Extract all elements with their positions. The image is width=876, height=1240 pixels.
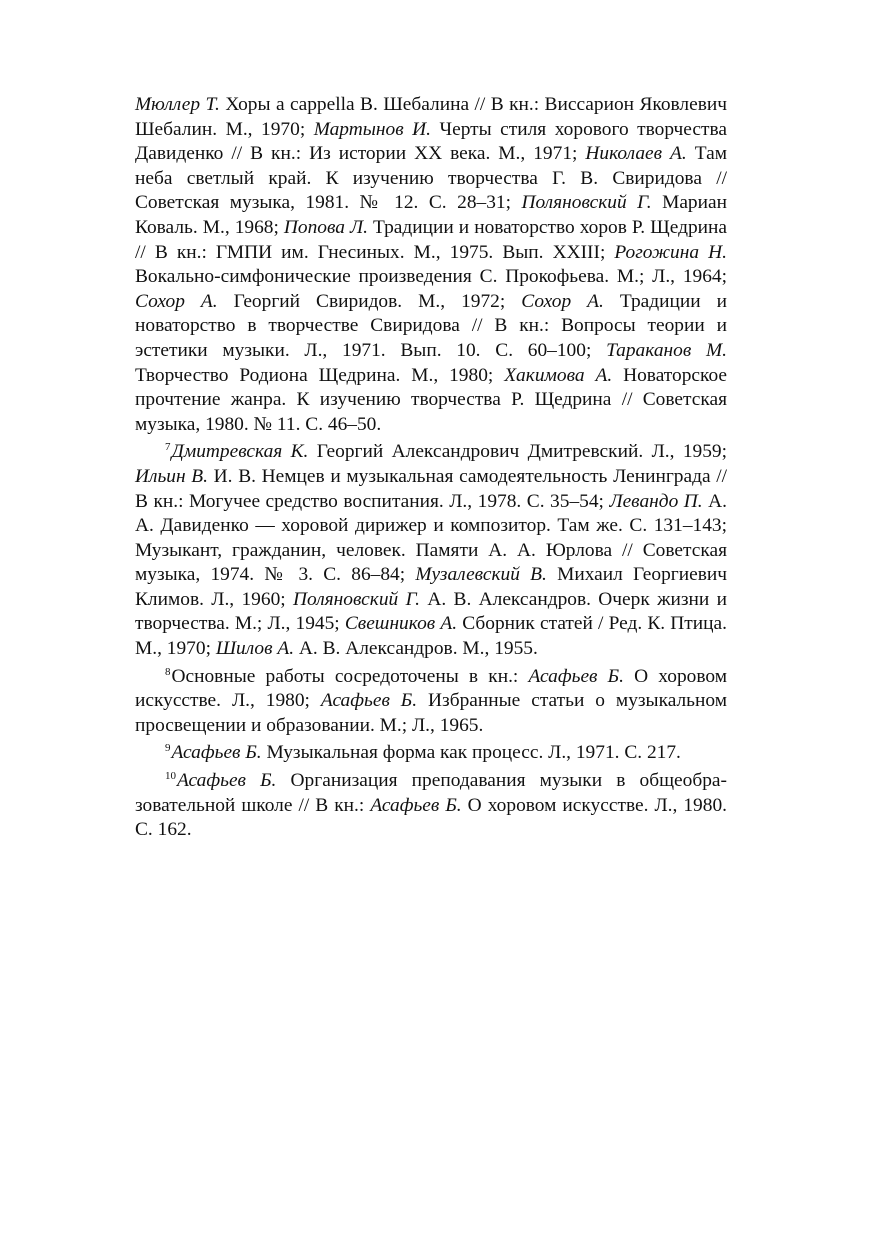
author-name: Ильин В.: [135, 465, 208, 487]
footnotes-block: [135, 93, 727, 846]
citation-text: Основные работы сосредоточены в кн.:: [171, 665, 529, 687]
citation-text: Георгий Александрович Дмитревский. Л., 1959;: [308, 441, 727, 463]
citation-text: Черты стиля хорового творчества Давиденко // В кн.: Из истории XX века. М., 1971;: [135, 118, 727, 165]
citation-text: Традиции и новаторство в творчестве Свиридова // В кн.: Вопросы теории и эстетики музыки. Л., 1971. Вып. 10. С. 60–100;: [135, 290, 728, 361]
author-name: Мюллер Т.: [135, 94, 220, 115]
citation-text: Сборник статей / Ред. К. Птица. М., 1970;: [135, 613, 727, 660]
citation-text: Традиции и новаторство хоров Р. Щедрина // В кн.: ГМПИ им. Гнесиных. М., 1975. Вып. XXIII;: [135, 216, 727, 263]
author-name: Рогожина Н.: [614, 241, 727, 263]
citation-text: Михаил Георгиевич Климов. Л., 1960;: [135, 564, 727, 610]
footnote-6-cont: [135, 93, 727, 437]
citation-text: Избранные статьи о музыкальном просвещении и образовании. М.; Л., 1965.: [135, 690, 727, 736]
author-name: Сохор А.: [521, 290, 604, 312]
author-name: Мартынов И.: [313, 118, 431, 140]
citation-text: Георгий Свиридов. М., 1972;: [217, 290, 522, 312]
citation-text: Хоры a cappella В. Шебалина // В кн.: Виссарион Яковлевич Шебалин. М., 1970;: [135, 94, 728, 140]
author-name: Хакимова А.: [504, 364, 613, 386]
author-name: Поляновский Г.: [293, 588, 420, 610]
citation-text: Мариан Коваль. М., 1968;: [135, 192, 727, 238]
citation-text: Новаторское прочтение жанра. К изучению творчества Р. Щедрина // Советская музыка, 1980. № 11. С. 46–50.: [135, 364, 727, 435]
citation-text: А. В. Александров. Очерк жизни и творчества. М.; Л., 1945;: [135, 588, 728, 635]
author-name: Асафьев Б.: [528, 665, 624, 687]
footnote-number: 7: [165, 441, 171, 454]
author-name: Попова Л.: [283, 216, 368, 238]
footnote-8: [135, 665, 727, 739]
author-name: Асафьев Б.: [171, 742, 262, 764]
footnote-9: [135, 741, 727, 766]
footnote-number: 8: [165, 665, 171, 678]
citation-text: Вокально-симфонические произведения С. Прокофьева. М.; Л., 1964;: [135, 266, 727, 288]
citation-text: Там неба светлый край. К изучению творчества Г. В. Свиридова // Советская музыка, 1981. № 12. С. 28–31;: [135, 143, 727, 214]
author-name: Шилов А.: [215, 638, 295, 660]
citation-text: Организация преподавания музыки в общеобразовательной школе // В кн.:: [135, 770, 727, 816]
author-name: Асафьев Б.: [370, 794, 462, 816]
author-name: Николаев А.: [585, 143, 687, 165]
author-name: Асафьев Б.: [177, 770, 277, 792]
citation-text: И. В. Немцев и музыкальная самодеятельность Ленинграда // В кн.: Могучее средство воспитания. Л., 1978. С. 35–54;: [135, 465, 728, 512]
author-name: Левандо П.: [609, 490, 703, 512]
citation-text: А. В. Александров. М., 1955.: [294, 638, 538, 660]
citation-text: Музыкальная форма как процесс. Л., 1971. С. 217.: [261, 742, 681, 764]
citation-text: Творчество Родиона Щедрина. М., 1980;: [135, 364, 505, 386]
author-name: Сохор А.: [135, 290, 218, 312]
footnote-number: 9: [165, 742, 171, 755]
author-name: Свешников А.: [344, 613, 458, 635]
footnote-number: 10: [165, 770, 176, 783]
author-name: Музалевский В.: [415, 564, 547, 586]
citation-text: О хоровом искусстве. Л., 1980;: [135, 665, 727, 712]
footnote-10: [135, 769, 727, 843]
author-name: Асафьев Б.: [320, 690, 418, 712]
author-name: Поляновский Г.: [521, 192, 652, 214]
citation-text: О хоровом искусстве. Л., 1980. С. 162.: [135, 794, 727, 841]
footnote-7: [135, 440, 727, 661]
citation-text: А. А. Давиденко — хоровой дирижер и композитор. Там же. С. 131–143; Музыкант, гражданин, человек. Памяти А. А. Юрлова // Советская музыка, 1974. № 3. С. 86–84;: [135, 490, 727, 586]
author-name: Дмитревская К.: [171, 441, 309, 463]
author-name: Тараканов М.: [606, 339, 727, 361]
